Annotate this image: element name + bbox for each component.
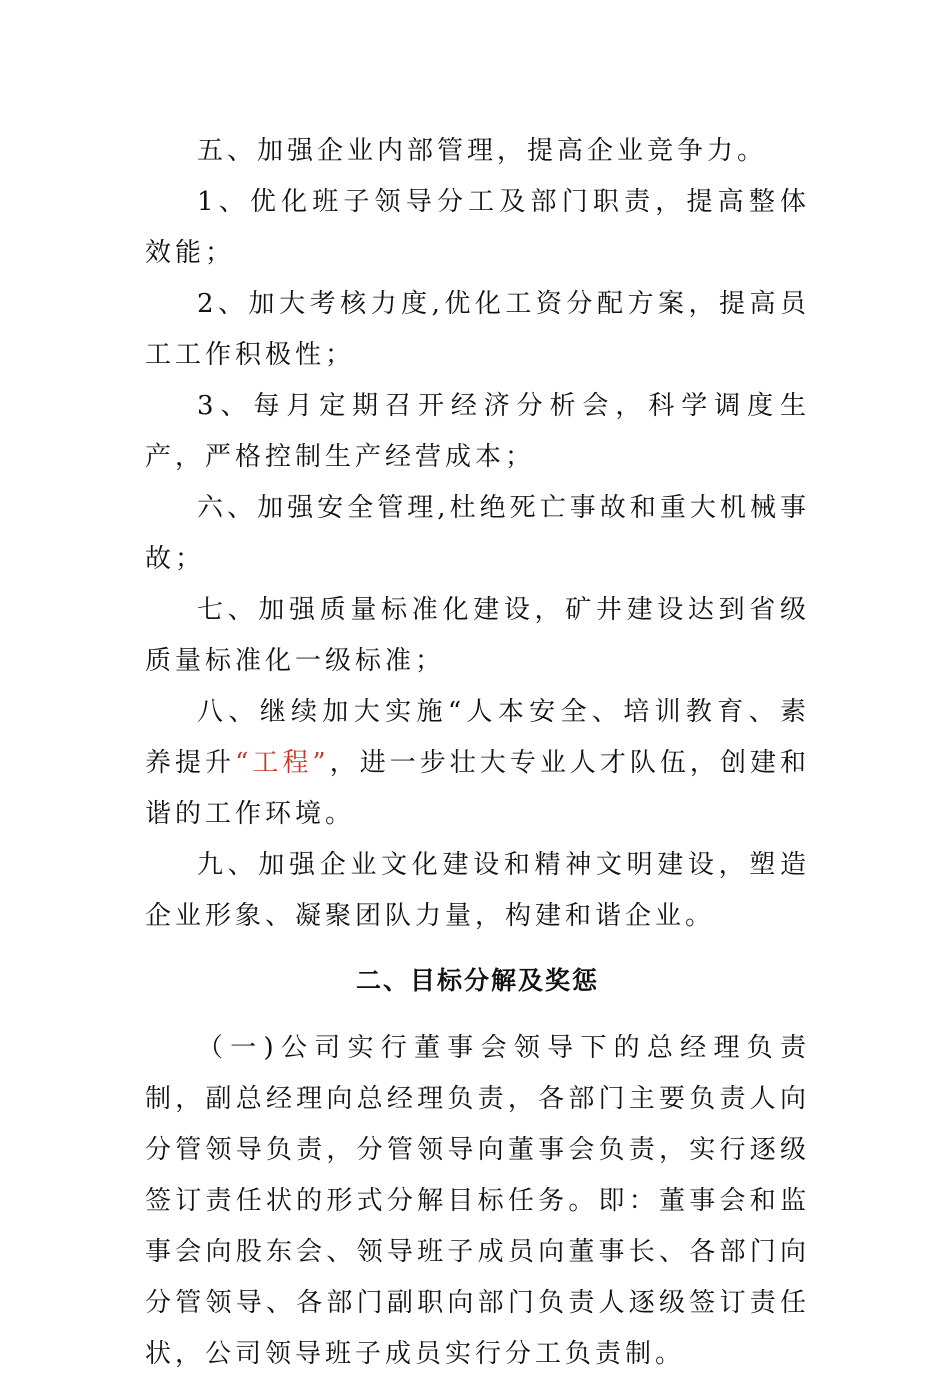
item-8-text-start: 八、继续加大实施“人本安全、培训教育、素养提升 — [145, 697, 810, 778]
paragraph-item-6: 六、加强安全管理,杜绝死亡事故和重大机械事故； — [145, 493, 810, 574]
paragraph-item-9: 九、加强企业文化建设和精神文明建设，塑造企业形象、凝聚团队力量，构建和谐企业。 — [145, 850, 810, 931]
document-page — [145, 126, 810, 1380]
paragraph-item-8 — [145, 687, 810, 840]
paragraph-item-7: 七、加强质量标准化建设，矿井建设达到省级质量标准化一级标准； — [145, 595, 810, 676]
paragraph-item-5: 五、加强企业内部管理，提高企业竞争力。 — [197, 136, 768, 166]
section-heading: 二、目标分解及奖惩 — [355, 966, 599, 995]
paragraph-target-decomposition: （一)公司实行董事会领导下的总经理负责制，副总经理向总经理负责，各部门主要负责人向分管领导负责，分管领导向董事会负责，实行逐级签订责任状的形式分解目标任务。即：董事会和监事会向股东会、领导班子成员向董事长、各部门向分管领导、各部门副职向部门负责人逐级签订责任状，公司领导班子成员实行分工负责制。 — [145, 1033, 810, 1369]
item-8-text-end: ，进一步壮大专业人才队伍，创建和谐的工作环境。 — [145, 748, 810, 829]
paragraph-item-5-3: 3、每月定期召开经济分析会，科学调度生产，严格控制生产经营成本； — [145, 391, 810, 472]
paragraph-item-5-1: 1、优化班子领导分工及部门职责，提高整体效能； — [145, 187, 810, 268]
item-8-red-highlight: “工程” — [235, 748, 330, 778]
paragraph-item-5-2: 2、加大考核力度,优化工资分配方案，提高员工工作积极性； — [145, 289, 810, 370]
